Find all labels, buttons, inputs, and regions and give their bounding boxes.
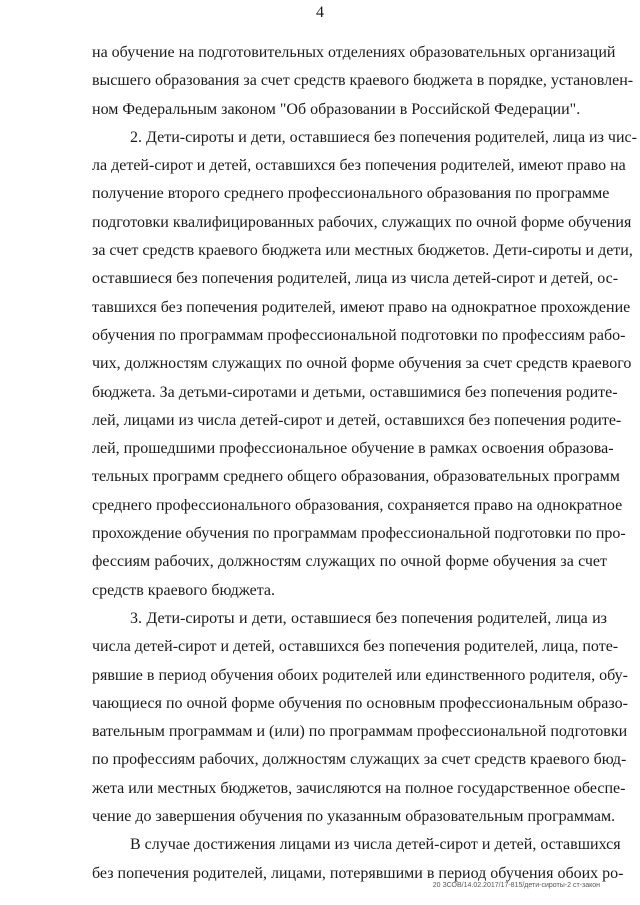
text-line: за счет средств краевого бюджета или местных бюджетов. Дети-сироты и дети, [92,242,633,260]
text-line: получение второго среднего профессионального образования по программе [92,185,610,203]
text-line: обучения по программам профессиональной подготовки по профессиям рабо- [92,326,626,344]
text-line: ла детей-сирот и детей, оставшихся без попечения родителей, имеют право на [92,157,626,175]
text-line: чающиеся по очной форме обучения по основным профессиональным образо- [92,694,628,712]
text-line: числа детей-сирот и детей, оставшихся без попечения родителей, лица, поте- [92,638,619,656]
text-line: рявшие в период обучения обоих родителей или единственного родителя, обу- [92,666,628,684]
paragraph-continuation [92,39,634,124]
text-line: на обучение на подготовительных отделениях образовательных организаций [92,44,616,61]
text-line: 2. Дети-сироты и дети, оставшиеся без попечения родителей, лица из чис- [130,128,637,146]
text-line: фессиям рабочих, должностям служащих по очной форме обучения за счет [92,553,607,571]
paragraph-2 [92,124,637,605]
paragraph-3 [92,605,628,831]
text-line: среднего профессионального образования, сохраняется право на однократное [92,496,623,514]
footer-document-code: 20 ЗСОВ/14.02.2017/17-815/дети-сироты-2 ст-закон [432,882,600,889]
text-line: жета или местных бюджетов, зачисляются на полное государственное обеспе- [92,779,626,797]
text-line: без попечения родителей, лицами, потерявшими в период обучения обоих ро- [92,864,624,882]
text-line: лей, лицами из числа детей-сирот и детей, оставшихся без попечения родите- [92,411,622,429]
text-line: чение до завершения обучения по указанным образовательным программам. [92,808,616,826]
paragraph-4 [92,831,624,888]
text-line: подготовки квалифицированных рабочих, служащих по очной форме обучения [92,213,632,231]
text-line: по профессиям рабочих, должностям служащих за счет средств краевого бюд- [92,751,627,769]
text-line: В случае достижения лицами из числа детей-сирот и детей, оставшихся [130,836,621,854]
page-number: 4 [316,4,324,21]
text-line: оставшиеся без попечения родителей, лица из числа детей-сирот и детей, ос- [92,270,619,288]
document-body [92,39,637,888]
text-line: средств краевого бюджета. [92,581,276,599]
text-line: 3. Дети-сироты и дети, оставшиеся без попечения родителей, лица из [130,609,607,627]
text-line: тельных программ среднего общего образования, образовательных программ [92,468,620,486]
text-line: тавшихся без попечения родителей, имеют право на однократное прохождение [92,298,631,316]
text-line: вательным программам и (или) по программам профессиональной подготовки [92,723,628,741]
text-line: высшего образования за счет средств краевого бюджета в порядке, установлен- [92,72,634,90]
text-line: ном Федеральным законом "Об образовании в Российской Федерации". [92,100,581,118]
text-line: прохождение обучения по программам профессиональной подготовки по про- [92,525,626,543]
text-line: чих, должностям служащих по очной форме обучения за счет средств краевого [92,355,632,373]
text-line: бюджета. За детьми-сиротами и детьми, оставшимися без попечения родите- [92,383,618,401]
text-line: лей, прошедшими профессиональное обучение в рамках освоения образова- [92,440,614,458]
